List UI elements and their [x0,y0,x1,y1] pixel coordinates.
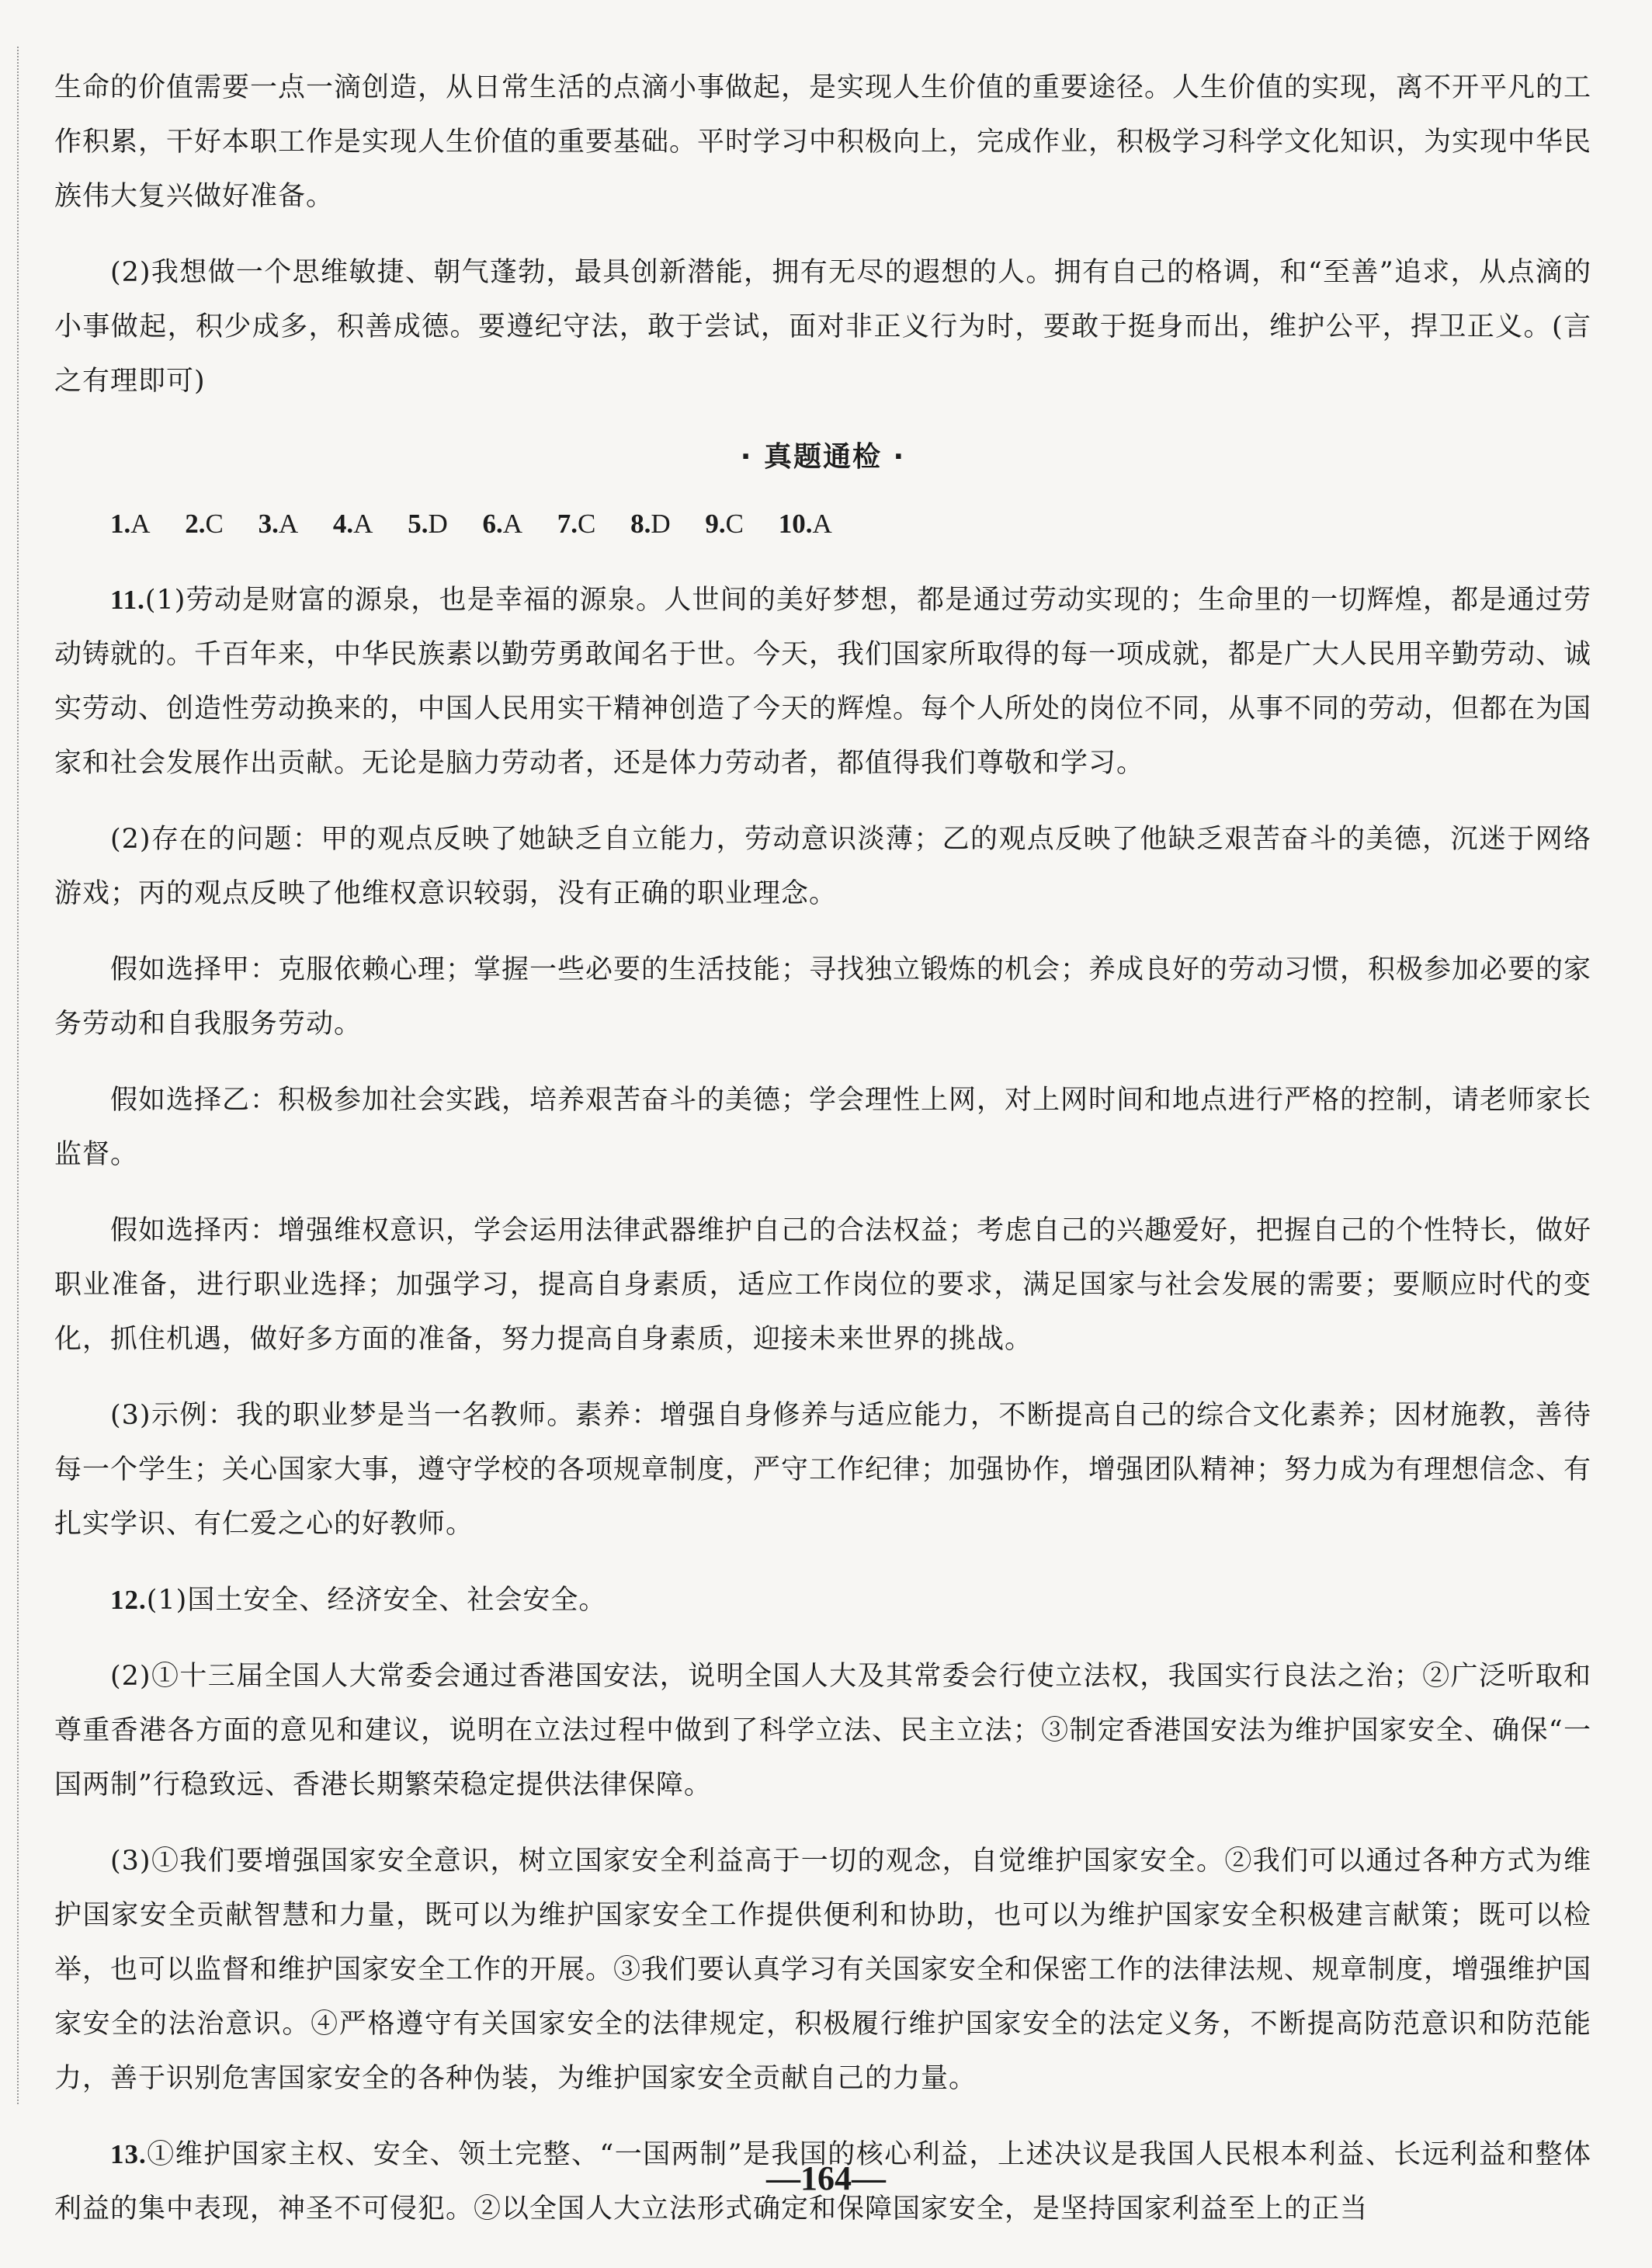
q11-part1: 11.(1)劳动是财富的源泉，也是幸福的源泉。人世间的美好梦想，都是通过劳动实现的；生命里的一切辉煌，都是通过劳动铸就的。千百年来，中华民族素以勤劳勇敢闻名于世。今天，我们国家所取得的每一项成就，都是广大人民用辛勤劳动、诚实劳动、创造性劳动换来的，中国人民用实干精神创造了今天的辉煌。每个人所处的岗位不同，从事不同的劳动，但都在为国家和社会发展作出贡献。无论是脑力劳动者，还是体力劳动者，都值得我们尊敬和学习。 [54,585,1592,779]
binding-margin-line [17,47,19,2104]
answer-3: 3.A [258,509,299,539]
q11-choice-a: 假如选择甲：克服依赖心理；掌握一些必要的生活技能；寻找独立锻炼的机会；养成良好的劳动习惯，积极参加必要的家务劳动和自我服务劳动。 [54,954,1592,1040]
answer-4: 4.A [332,509,373,539]
q12-number: 12. [110,1585,147,1615]
answer-10: 10.A [778,509,832,539]
answer-2: 2.C [185,509,224,539]
page-number: —164— [766,2159,886,2197]
answer-7: 7.C [557,509,596,539]
paragraph-top-1: 生命的价值需要一点一滴创造，从日常生活的点滴小事做起，是实现人生价值的重要途径。人生价值的实现，离不开平凡的工作积累，干好本职工作是实现人生价值的重要基础。平时学习中积极向上，完成作业，积极学习科学文化知识，为实现中华民族伟大复兴做好准备。 [54,72,1592,212]
answer-1: 1.A [110,509,151,539]
q11-part2: (2)存在的问题：甲的观点反映了她缺乏自立能力，劳动意识淡薄；乙的观点反映了他缺乏艰苦奋斗的美德，沉迷于网络游戏；丙的观点反映了他维权意识较弱，没有正确的职业理念。 [54,824,1591,909]
q11-number: 11. [110,585,145,615]
q13-number: 13. [110,2139,147,2169]
answer-8: 8.D [630,509,671,539]
q12-part2: (2)①十三届全国人大常委会通过香港国安法，说明全国人大及其常委会行使立法权，我国实行良法之治；②广泛听取和尊重香港各方面的意见和建议，说明在立法过程中做到了科学立法、民主立法；③制定香港国安法为维护国家安全、确保“一国两制”行稳致远、香港长期繁荣稳定提供法律保障。 [54,1661,1591,1801]
answer-6: 6.A [482,509,523,539]
paragraph-top-2: (2)我想做一个思维敏捷、朝气蓬勃，最具创新潜能，拥有无尽的遐想的人。拥有自己的格调，和“至善”追求，从点滴的小事做起，积少成多，积善成德。要遵纪守法，敢于尝试，面对非正义行为时，要敢于挺身而出，维护公平，捍卫正义。(言之有理即可) [54,257,1591,397]
q12-part1: 12.(1)国土安全、经济安全、社会安全。 [110,1585,607,1616]
section-title: · 真题通检 · [740,441,906,473]
q11-choice-c: 假如选择丙：增强维权意识，学会运用法律武器维护自己的合法权益；考虑自己的兴趣爱好，把握自己的个性特长，做好职业准备，进行职业选择；加强学习，提高自身素质，适应工作岗位的要求，满足国家与社会发展的需要；要顺应时代的变化，抓住机遇，做好多方面的准备，努力提高自身素质，迎接未来世界的挑战。 [54,1215,1592,1355]
answer-5: 5.D [408,509,448,539]
q13-part1: 13.①维护国家主权、安全、领土完整、“一国两制”是我国的核心利益，上述决议是我国人民根本利益、长远利益和整体利益的集中表现，神圣不可侵犯。②以全国人大立法形式确定和保障国家安全，是坚持国家利益至上的正当 [54,2139,1591,2225]
q11-choice-b: 假如选择乙：积极参加社会实践，培养艰苦奋斗的美德；学会理性上网，对上网时间和地点进行严格的控制，请老师家长监督。 [54,1085,1592,1170]
q11-part3: (3)示例：我的职业梦是当一名教师。素养：增强自身修养与适应能力，不断提高自己的综合文化素养；因材施教，善待每一个学生；关心国家大事，遵守学校的各项规章制度，严守工作纪律；加强协作，增强团队精神；努力成为有理想信念、有扎实学识、有仁爱之心的好教师。 [54,1400,1592,1540]
answer-9: 9.C [705,509,744,539]
choice-answers [54,497,1591,551]
page-content [54,61,1591,2258]
q12-part3: (3)①我们要增强国家安全意识，树立国家安全利益高于一切的观念，自觉维护国家安全。②我们可以通过各种方式为维护国家安全贡献智慧和力量，既可以为维护国家安全工作提供便利和协助，也可以为维护国家安全积极建言献策；既可以检举，也可以监督和维护国家安全工作的开展。③我们要认真学习有关国家安全和保密工作的法律法规、规章制度，增强维护国家安全的法治意识。④严格遵守有关国家安全的法律规定，积极履行维护国家安全的法定义务，不断提高防范意识和防范能力，善于识别危害国家安全的各种伪装，为维护国家安全贡献自己的力量。 [54,1846,1592,2094]
